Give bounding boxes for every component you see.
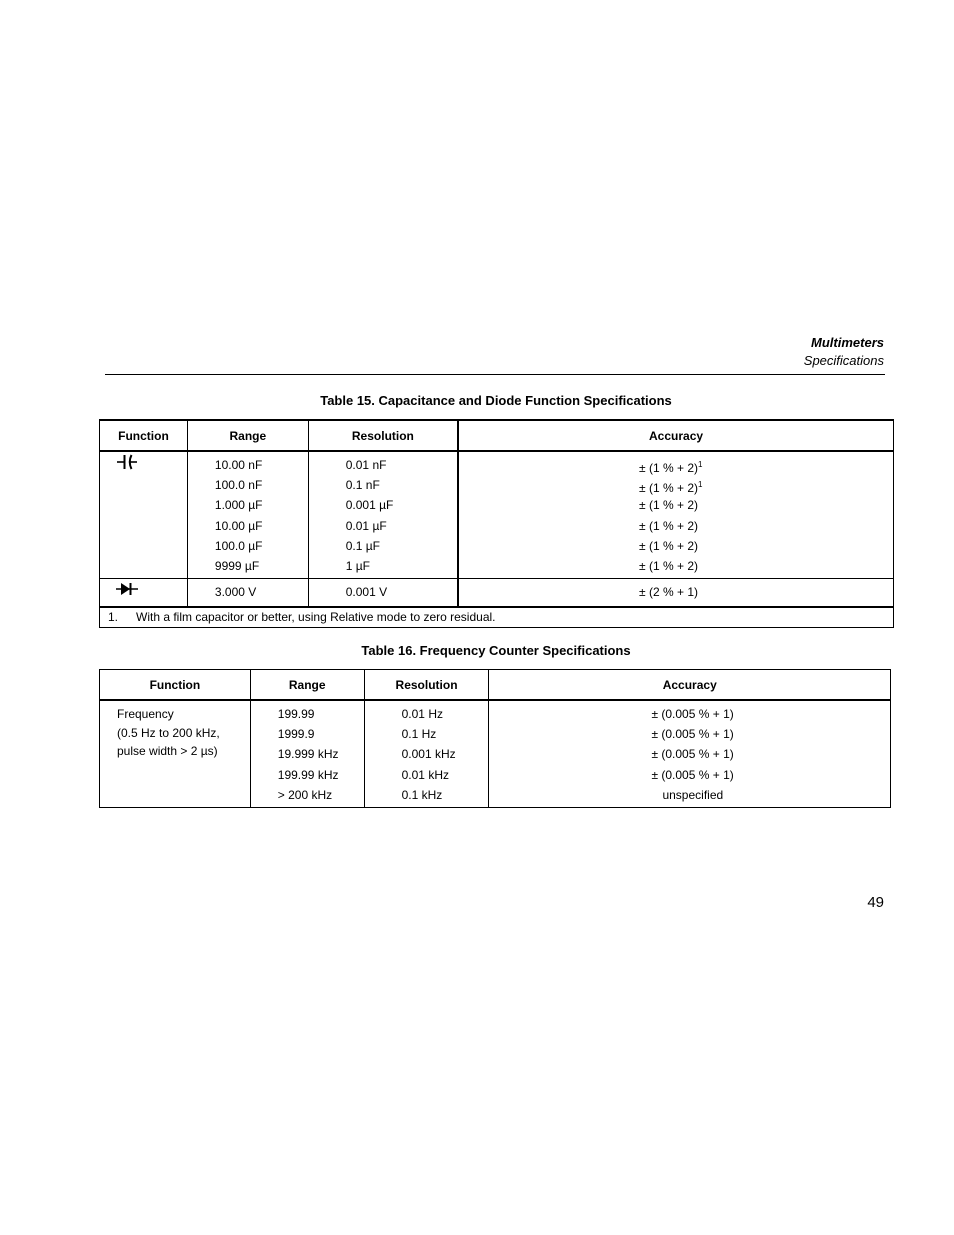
- diode-icon: [100, 579, 188, 608]
- table15-footnote-row: [100, 607, 894, 628]
- function-detail: (0.5 Hz to 200 kHz,: [117, 726, 220, 740]
- table15-capacitance-row: [100, 451, 894, 579]
- table16-frequency-row: [100, 700, 891, 807]
- resolution-cell: 0.01 nF: [345, 458, 387, 472]
- range-cell: 10.00 nF: [214, 458, 263, 472]
- resolution-cell: 0.01 kHz: [401, 767, 449, 782]
- accuracy-cell: ± (1 % + 2)$^1$: [639, 460, 703, 475]
- running-header: [804, 334, 884, 370]
- table16-accuracies: [489, 700, 891, 807]
- table16-header-accuracy: Accuracy: [489, 670, 891, 701]
- table16-header-range: Range: [250, 670, 364, 701]
- accuracy-cell: ± (0.005 % + 1): [651, 767, 734, 782]
- table15-footnote: [100, 607, 894, 628]
- accuracy-cell: ± (0.005 % + 1): [651, 707, 734, 721]
- accuracy-cell: ± (0.005 % + 1): [651, 727, 734, 742]
- resolution-cell: 0.1 nF: [345, 478, 380, 493]
- table16-caption: Table 16. Frequency Counter Specifications: [361, 643, 631, 658]
- table15-diode-row: [100, 579, 894, 608]
- resolution-cell: 0.1 kHz: [401, 787, 443, 802]
- table16-header-function: Function: [100, 670, 251, 701]
- table15-diode-accuracy: ± (2 % + 1): [458, 579, 893, 608]
- header-rule: [105, 374, 885, 375]
- table15-diode-resolution: 0.001 V: [308, 579, 458, 608]
- table15-capacitance-accuracies: [458, 451, 893, 579]
- table16-header-resolution: Resolution: [364, 670, 489, 701]
- accuracy-cell: ± (1 % + 2): [639, 518, 698, 533]
- table15-header-function: Function: [100, 420, 188, 451]
- range-cell: 1999.9: [277, 727, 315, 742]
- header-subtitle: Specifications: [803, 353, 884, 368]
- footnote-ref: 1: [698, 460, 703, 469]
- table15-header-accuracy: Accuracy: [458, 420, 893, 451]
- range-cell: 10.00 µF: [214, 518, 263, 533]
- range-cell: 100.0 µF: [214, 538, 263, 553]
- accuracy-cell: ± (1 % + 2)$^1$: [639, 480, 703, 496]
- table16-ranges: [250, 700, 364, 807]
- resolution-cell: 1 µF: [345, 558, 371, 573]
- table15-capacitance-ranges: [187, 451, 308, 579]
- table15-capacitance-resolutions: [308, 451, 458, 579]
- page-number: 49: [867, 894, 884, 911]
- table15: [99, 419, 894, 628]
- resolution-cell: 0.001 µF: [345, 498, 394, 513]
- table15-header-resolution: Resolution: [308, 420, 458, 451]
- header-title: Multimeters: [811, 335, 884, 350]
- range-cell: 9999 µF: [214, 558, 260, 573]
- accuracy-cell: ± (1 % + 2): [639, 538, 698, 553]
- table15-header-range: Range: [187, 420, 308, 451]
- capacitor-icon: [100, 451, 188, 579]
- range-cell: 100.0 nF: [214, 478, 263, 493]
- accuracy-cell: ± (1 % + 2): [639, 498, 698, 513]
- footnote-text: With a film capacitor or better, using Relative mode to zero residual.: [136, 610, 496, 625]
- table16: [99, 669, 891, 808]
- accuracy-cell: ± (0.005 % + 1): [651, 747, 734, 762]
- accuracy-cell: unspecified: [662, 787, 724, 802]
- range-cell: 19.999 kHz: [277, 747, 339, 762]
- function-detail: pulse width > 2 µs): [117, 744, 218, 758]
- table15-diode-range: 3.000 V: [187, 579, 308, 608]
- table16-resolutions: [364, 700, 489, 807]
- range-cell: 199.99 kHz: [277, 767, 339, 782]
- function-name: Frequency: [117, 707, 174, 721]
- resolution-cell: 0.1 µF: [345, 538, 381, 553]
- range-cell: 1.000 µF: [214, 498, 263, 513]
- resolution-cell: 0.001 kHz: [401, 747, 456, 762]
- table16-function: [100, 700, 251, 807]
- footnote-ref: 1: [698, 480, 703, 490]
- resolution-cell: 0.01 µF: [345, 518, 387, 533]
- accuracy-cell: ± (1 % + 2): [639, 558, 698, 573]
- range-cell: > 200 kHz: [277, 787, 333, 802]
- table15-caption: Table 15. Capacitance and Diode Function Specifications: [320, 393, 672, 408]
- resolution-cell: 0.01 Hz: [401, 707, 443, 721]
- range-cell: 199.99: [277, 707, 315, 721]
- footnote-number: 1.: [108, 610, 119, 625]
- resolution-cell: 0.1 Hz: [401, 727, 437, 742]
